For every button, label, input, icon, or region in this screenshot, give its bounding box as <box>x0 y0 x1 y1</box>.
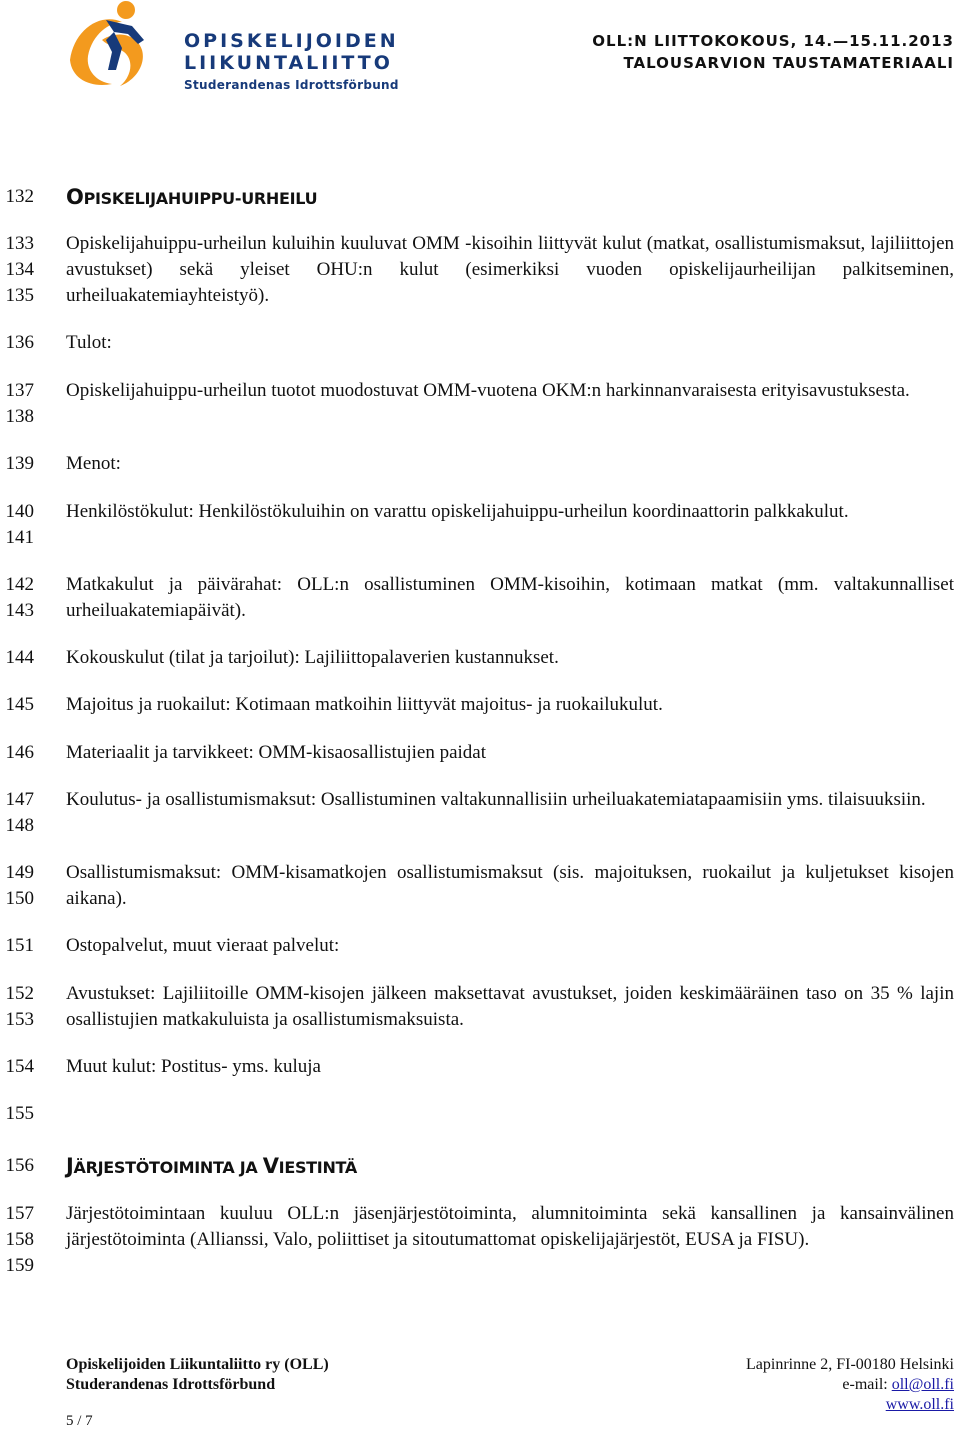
line-number: 147 <box>5 789 34 810</box>
heading-initial: O <box>66 185 84 209</box>
line-number: 148 <box>5 815 34 836</box>
paragraph-materials: Materiaalit ja tarvikkeet: OMM-kisaosallistujien paidat <box>66 742 486 763</box>
heading-text: IESTINTÄ <box>278 1158 357 1177</box>
line-number: 158 <box>5 1229 34 1250</box>
paragraph-income: Opiskelijahuippu-urheilun tuotot muodostuvat OMM-vuotena OKM:n harkinnanvaraisesta erityisavustuksesta. <box>66 380 910 401</box>
line-number: 133 <box>5 233 34 254</box>
paragraph-personnel-costs: Henkilöstökulut: Henkilöstökuluihin on varattu opiskelijahuippu-urheilun koordinaattorin palkkakulut. <box>66 501 849 522</box>
footer-org-name: Opiskelijoiden Liikuntaliitto ry (OLL) <box>66 1356 329 1373</box>
line-number: 139 <box>5 453 34 474</box>
paragraph-training-fees: Koulutus- ja osallistumismaksut: Osallistuminen valtakunnallisiin urheiluakatemiatapaamisiin yms. tilaisuuksiin. <box>66 789 926 810</box>
logo-subtitle: Studerandenas Idrottsförbund <box>184 78 399 92</box>
paragraph-participation-fees: Osallistumismaksut: OMM-kisamatkojen osallistumismaksut (sis. majoituksen, ruokailut ja kuljetukset kisojen aikana). <box>66 862 954 909</box>
paragraph-purchased-services: Ostopalvelut, muut vieraat palvelut: <box>66 935 340 956</box>
paragraph-ohu-costs: Opiskelijahuippu-urheilun kuluihin kuuluvat OMM -kisoihin liittyvät kulut (matkat, osallistumismaksut, lajiliittojen avustukset) sekä yleiset OHU:n kulut (esimerkiksi vuoden opiskelijaurheilijan palkitseminen, urheiluakatemiayhteistyö). <box>66 233 954 306</box>
line-number: 138 <box>5 406 34 427</box>
document-subtitle: TALOUSARVION TAUSTAMATERIAALI <box>623 54 954 72</box>
line-number: 153 <box>5 1009 34 1030</box>
line-number: 144 <box>5 647 34 668</box>
footer-email-link[interactable]: oll@oll.fi <box>891 1376 954 1393</box>
line-number: 151 <box>5 935 34 956</box>
line-number: 142 <box>5 574 34 595</box>
line-number: 134 <box>5 259 34 280</box>
line-number: 159 <box>5 1255 34 1276</box>
subheading-income: Tulot: <box>66 332 112 353</box>
heading-initial: J <box>66 1154 74 1178</box>
page-number: 5 / 7 <box>66 1413 93 1429</box>
footer-email-row <box>746 1375 954 1395</box>
logo-title-line1: OPISKELIJOIDEN <box>184 30 399 52</box>
line-number: 135 <box>5 285 34 306</box>
line-number: 150 <box>5 888 34 909</box>
paragraph-travel-costs: Matkakulut ja päivärahat: OLL:n osallistuminen OMM-kisoihin, kotimaan matkat (mm. valtakunnalliset urheiluakatemiapäivät). <box>66 574 954 621</box>
line-number: 136 <box>5 332 34 353</box>
paragraph-accommodation: Majoitus ja ruokailut: Kotimaan matkoihin liittyvät majoitus- ja ruokailukulut. <box>66 694 663 715</box>
footer-org-name-sv: Studerandenas Idrottsförbund <box>66 1376 276 1393</box>
footer-contact <box>746 1355 954 1415</box>
footer-organization <box>66 1355 329 1395</box>
oll-figure-icon <box>62 0 182 100</box>
line-number: 141 <box>5 527 34 548</box>
section-heading-ohu <box>66 184 954 212</box>
footer-email-label: e-mail: <box>842 1376 892 1393</box>
line-number: 149 <box>5 862 34 883</box>
line-number: 137 <box>5 380 34 401</box>
line-number: 132 <box>5 186 34 207</box>
line-number: 140 <box>5 501 34 522</box>
heading-initial: V <box>262 1154 279 1178</box>
line-number: 146 <box>5 742 34 763</box>
document-title: OLL:N LIITTOKOKOUS, 14.—15.11.2013 <box>592 32 954 50</box>
oll-logo <box>62 0 399 100</box>
paragraph-meeting-costs: Kokouskulut (tilat ja tarjoilut): Lajiliittopalaverien kustannukset. <box>66 647 559 668</box>
heading-text: ÄRJESTÖTOIMINTA JA <box>73 1158 263 1177</box>
line-number: 152 <box>5 983 34 1004</box>
footer-website-link[interactable]: www.oll.fi <box>885 1396 954 1413</box>
line-number: 156 <box>5 1155 34 1176</box>
logo-title-line2: LIIKUNTALIITTO <box>184 52 393 74</box>
line-number: 143 <box>5 600 34 621</box>
paragraph-organization: Järjestötoimintaan kuuluu OLL:n jäsenjärjestötoiminta, alumnitoiminta sekä kansallinen ja kansainvälinen järjestötoiminta (Allianssi, Valo, poliittiset ja sitoutumattomat opiskelijajärjestöt, EUSA ja FISU). <box>66 1203 954 1250</box>
section-heading-organization <box>66 1153 954 1181</box>
line-number: 145 <box>5 694 34 715</box>
line-number: 157 <box>5 1203 34 1224</box>
subheading-expenses: Menot: <box>66 453 121 474</box>
paragraph-grants: Avustukset: Lajiliitoille OMM-kisojen jälkeen maksettavat avustukset, joiden keskimääräinen taso on 35 % lajin osallistujien matkakuluista ja osallistumismaksuista. <box>66 983 954 1030</box>
line-number: 155 <box>5 1103 34 1124</box>
line-number: 154 <box>5 1056 34 1077</box>
footer-address: Lapinrinne 2, FI-00180 Helsinki <box>746 1356 954 1373</box>
heading-text: PISKELIJAHUIPPU-URHEILU <box>83 189 318 208</box>
paragraph-other-costs: Muut kulut: Postitus- yms. kuluja <box>66 1056 321 1077</box>
